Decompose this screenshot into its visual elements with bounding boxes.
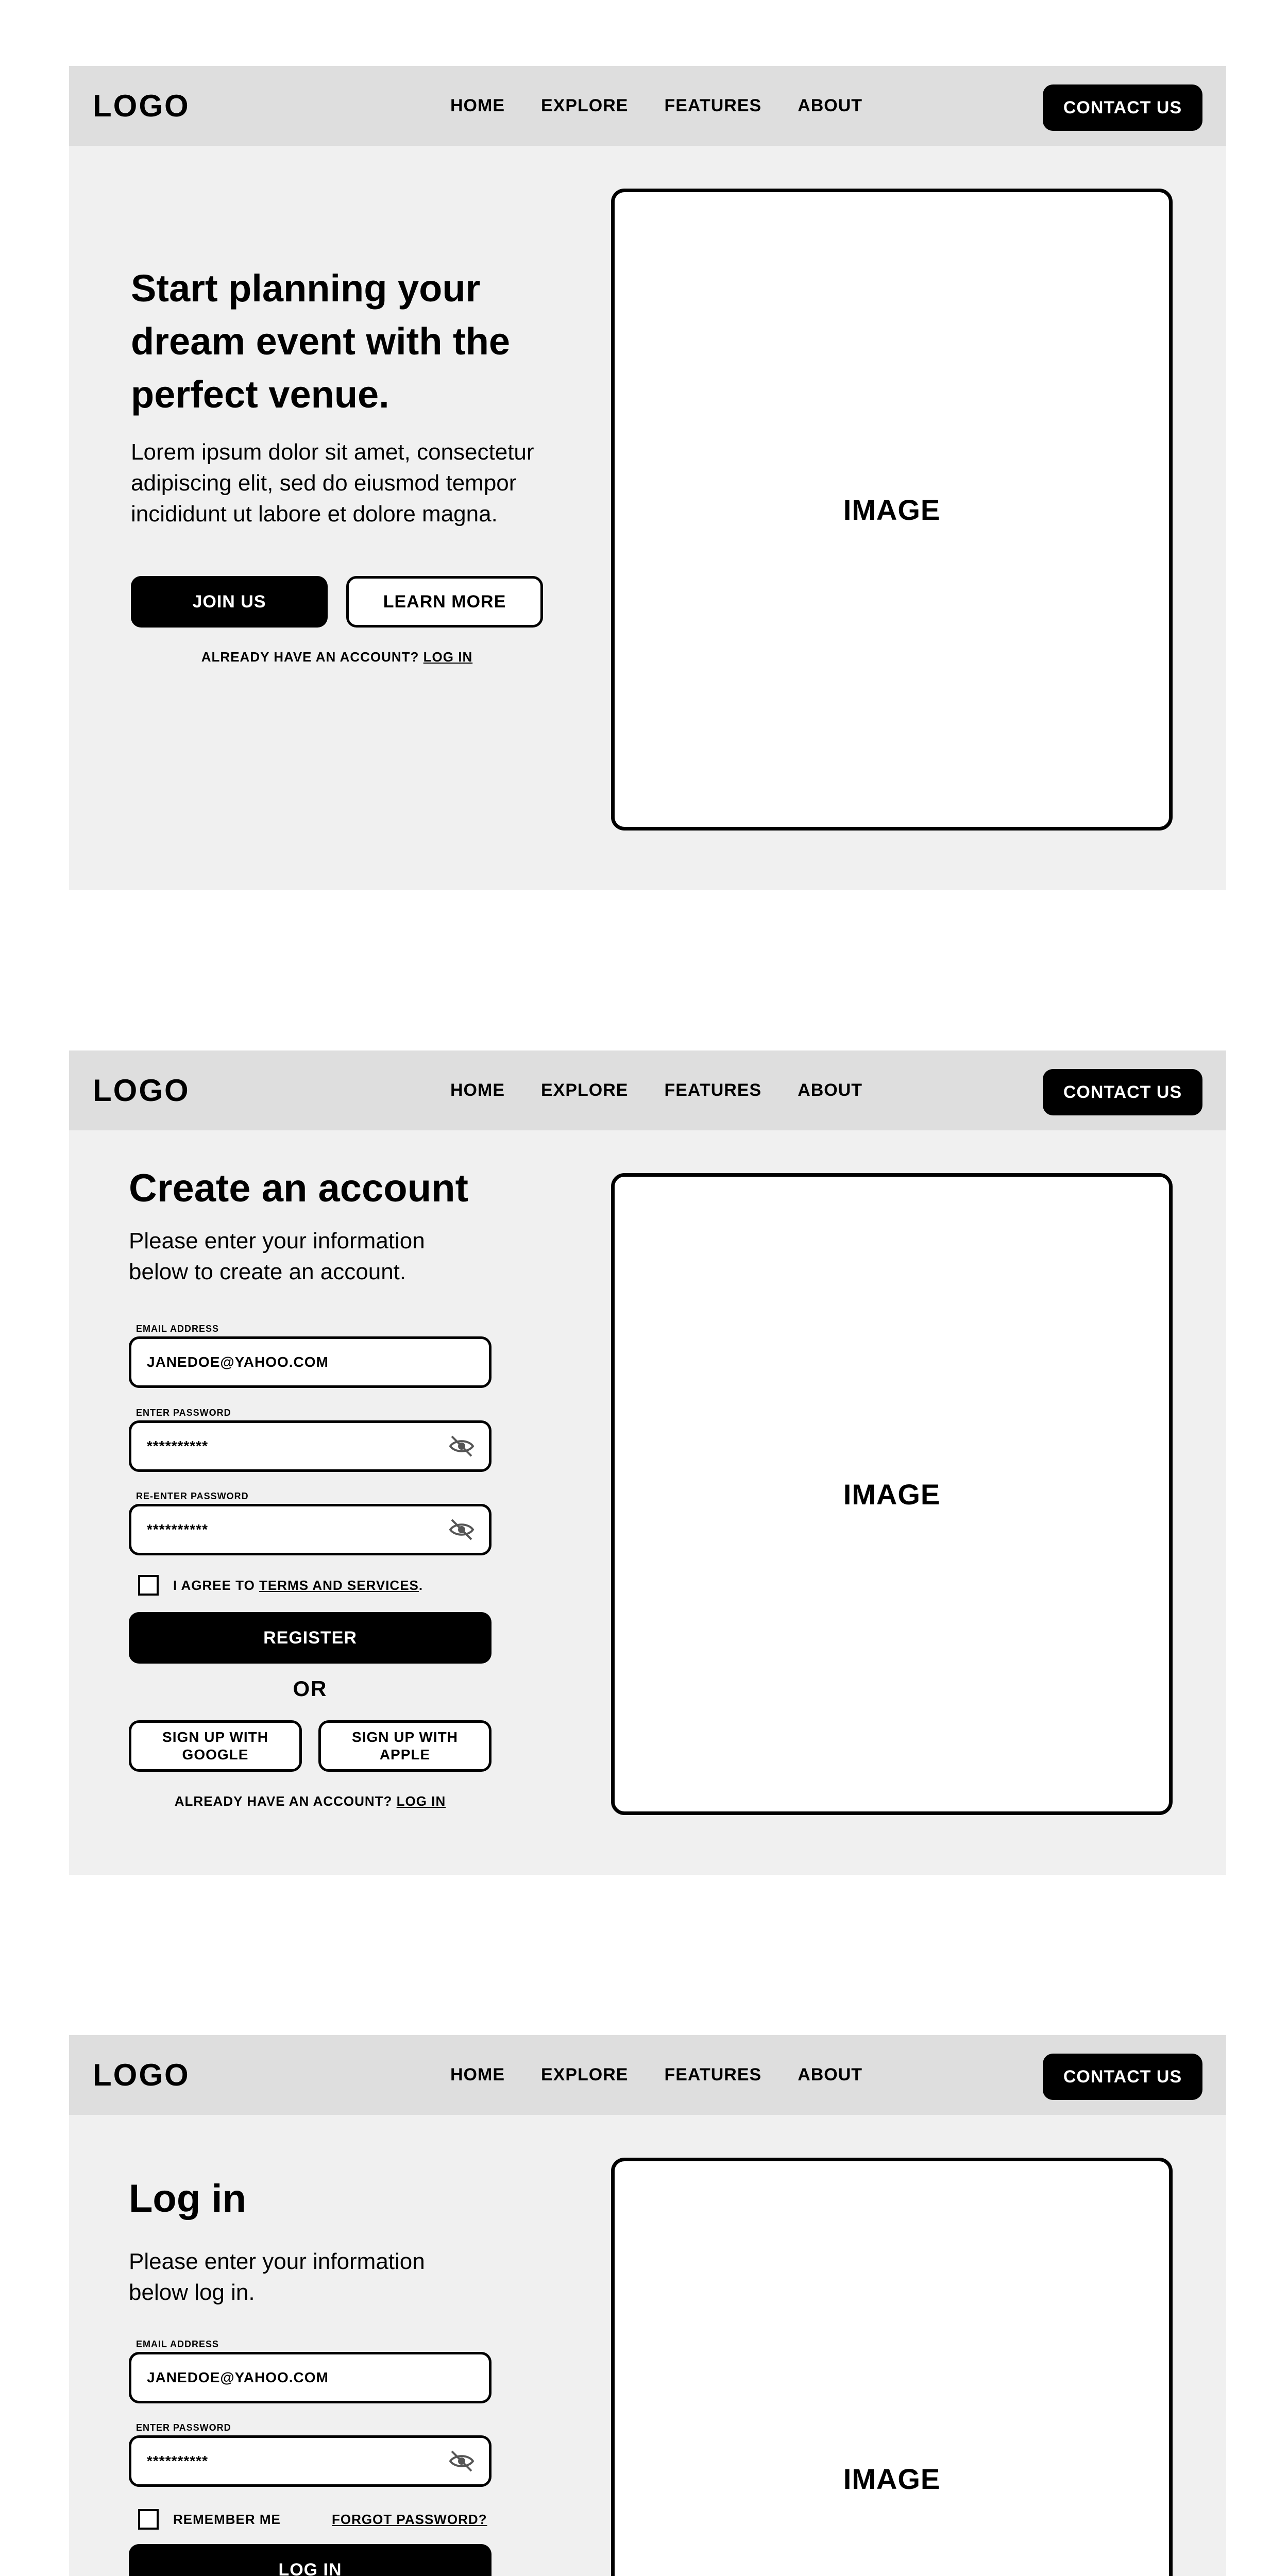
login-button[interactable]: LOG IN (129, 2544, 492, 2576)
page-title: Create an account (129, 1166, 468, 1210)
page-title: Log in (129, 2177, 246, 2221)
apple-signup-button[interactable]: SIGN UP WITH APPLE (318, 1720, 492, 1772)
eye-off-icon[interactable] (449, 2449, 474, 2473)
image-placeholder (611, 189, 1173, 831)
contact-us-button[interactable]: CONTACT US (1043, 84, 1202, 131)
nav-features[interactable]: FEATURES (664, 96, 762, 115)
email-value: JANEDOE@YAHOO.COM (147, 2369, 329, 2385)
register-button[interactable]: REGISTER (129, 1612, 492, 1664)
landing-frame (69, 66, 1226, 890)
logo[interactable]: LOGO (93, 1073, 190, 1108)
email-label: EMAIL ADDRESS (136, 2339, 219, 2349)
join-us-button[interactable]: JOIN US (131, 576, 328, 628)
nav-home[interactable]: HOME (450, 1080, 505, 1100)
nav-menu (450, 1077, 899, 1103)
login-prompt-text: ALREADY HAVE AN ACCOUNT? (201, 649, 419, 665)
terms-label (173, 1575, 423, 1596)
password-field[interactable] (129, 2435, 492, 2487)
nav-features[interactable]: FEATURES (664, 1080, 762, 1100)
terms-link[interactable]: TERMS AND SERVICES (259, 1578, 419, 1593)
nav-about[interactable]: ABOUT (798, 96, 863, 115)
remember-me-checkbox[interactable] (138, 2509, 159, 2530)
login-link[interactable]: LOG IN (423, 649, 473, 665)
email-field[interactable] (129, 2352, 492, 2403)
nav-bar (69, 2035, 1226, 2115)
password-value: ********** (147, 1438, 208, 1454)
login-prompt (129, 1793, 492, 1809)
contact-us-button[interactable]: CONTACT US (1043, 1069, 1202, 1115)
image-label: IMAGE (843, 1478, 941, 1511)
logo[interactable]: LOGO (93, 89, 190, 123)
nav-explore[interactable]: EXPLORE (541, 96, 629, 115)
email-value: JANEDOE@YAHOO.COM (147, 1354, 329, 1370)
reenter-password-value: ********** (147, 1521, 208, 1537)
eye-off-icon[interactable] (449, 1434, 474, 1458)
reenter-password-label: RE-ENTER PASSWORD (136, 1491, 249, 1501)
forgot-password-link[interactable]: FORGOT PASSWORD? (332, 2512, 487, 2527)
nav-home[interactable]: HOME (450, 96, 505, 115)
image-placeholder (611, 2158, 1173, 2576)
password-label: ENTER PASSWORD (136, 1408, 231, 1418)
password-label: ENTER PASSWORD (136, 2422, 231, 2433)
nav-about[interactable]: ABOUT (798, 1080, 863, 1100)
or-divider: OR (293, 1676, 328, 1701)
password-field[interactable] (129, 1420, 492, 1472)
logo[interactable]: LOGO (93, 2058, 190, 2092)
login-frame (69, 2035, 1226, 2576)
hero-title: Start planning your dream event with the perfect venue. (131, 267, 511, 416)
nav-bar (69, 1050, 1226, 1130)
nav-bar (69, 66, 1226, 146)
nav-menu (450, 2062, 899, 2088)
terms-period: . (418, 1578, 423, 1593)
page-subtitle: Please enter your information below log in. (129, 2249, 425, 2305)
image-placeholder (611, 1173, 1173, 1815)
reenter-password-field[interactable] (129, 1504, 492, 1555)
terms-checkbox[interactable] (138, 1575, 159, 1596)
nav-explore[interactable]: EXPLORE (541, 2065, 629, 2084)
nav-features[interactable]: FEATURES (664, 2065, 762, 2084)
login-link[interactable]: LOG IN (396, 1793, 446, 1809)
contact-us-button[interactable]: CONTACT US (1043, 2054, 1202, 2100)
nav-home[interactable]: HOME (450, 2065, 505, 2084)
page-subtitle: Please enter your information below to create an account. (129, 1228, 425, 1284)
password-value: ********** (147, 2453, 208, 2469)
register-frame (69, 1050, 1226, 1875)
nav-menu (450, 93, 899, 118)
terms-text: I AGREE TO (173, 1578, 255, 1593)
email-label: EMAIL ADDRESS (136, 1324, 219, 1334)
nav-about[interactable]: ABOUT (798, 2065, 863, 2084)
login-prompt (131, 649, 543, 665)
email-field[interactable] (129, 1336, 492, 1388)
nav-explore[interactable]: EXPLORE (541, 1080, 629, 1100)
eye-off-icon[interactable] (449, 1518, 474, 1541)
image-label: IMAGE (843, 493, 941, 526)
learn-more-button[interactable]: LEARN MORE (346, 576, 543, 628)
remember-me-label: REMEMBER ME (173, 2512, 281, 2527)
google-signup-button[interactable]: SIGN UP WITH GOOGLE (129, 1720, 302, 1772)
image-label: IMAGE (843, 2462, 941, 2495)
login-prompt-text: ALREADY HAVE AN ACCOUNT? (174, 1793, 393, 1809)
hero-text: Lorem ipsum dolor sit amet, consectetur adipiscing elit, sed do eiusmod tempor incididunt ut labore et dolore magna. (131, 439, 534, 527)
